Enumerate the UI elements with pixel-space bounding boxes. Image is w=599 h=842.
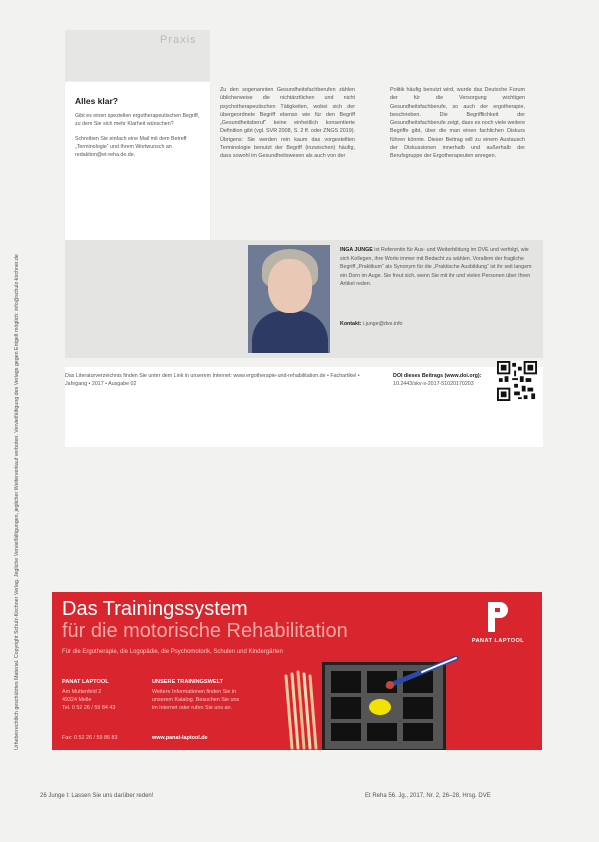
doi-label: DOI dieses Beitrags (www.doi.org):: [393, 373, 482, 379]
article-column-1: Zu den sogenannten Gesundheitsfachberufen zählen üblicherweise die nichtärztlichen und nicht psychotherapeutischen Tätigkeiten, wobei sich der übergeordnete Begriff ebenso wie für den Begriff „Gesundheitsberuf“ keine einheitlich konsentierte Definition gibt (vgl. SVR 2008, S. 2 ff. oder ZNGS 2019). Übrigens: Sie werden rein kaum das vorgestellten Terminologie benutzt der Begriff (inzwischen) häufig, dass sowohl im Gesundheitswesen als auch von der: [220, 87, 355, 160]
ad-col1-contact: Fax: 0 52 26 / 59 86 83: [62, 735, 118, 741]
ad-col2-heading: UNSERE TRAININGSWELT: [152, 679, 224, 685]
info-box-paragraph: Gibt es einen speziellen ergotherapeutischen Begriff, zu dem Sie sich mehr Klarheit wünschen?: [75, 113, 200, 127]
info-box: [65, 82, 210, 242]
doi-link[interactable]: 10.2443/skv-s-2017-51020170203: [393, 381, 474, 387]
advertisement[interactable]: [52, 592, 542, 750]
info-box-paragraph: Schreiben Sie einfach eine Mail mit dem Betreff „Terminologie“ und Ihrem Wortwunsch an redaktion@et-reha.de.de.: [75, 136, 187, 158]
ad-col2-text: Weitere Informationen finden Sie in unserem Katalog. Besuchen Sie uns im Internet oder rufen Sie uns an.: [152, 689, 240, 711]
author-bio-text: ist Referentin für Aus- und Weiterbildung im DVE und verfolgt, wie sich Kollegen, ihre Worte immer mit Bedacht zu wählen. Vorallem der fragliche Begriff „Praktikum“ als Synonym für die „Praktische Ausbildung“ ist ihr seit langem ein Dorn im Auge. Sie freut sich, wenn Sie mit ihr und vielen Personen über Ihren Artikel reden.: [340, 247, 532, 287]
brand-name: PANAT LAPTOOL: [471, 638, 525, 644]
literature-note: Das Literaturverzeichnis finden Sie unter dem Link in unserem Internet: www.ergotherapie-und-rehabilitation.de • Fachartikel • Jahrgang • 2017 • Ausgabe 02: [65, 373, 360, 387]
contact-label: Kontakt:: [340, 321, 362, 327]
copyright-note: Urheberrechtlich geschütztes Material. Copyright Schulz-Kirchner Verlag. Jegliche Vervielfältigungen, jeglicher Weiterverkauf verboten. Vervielfältigung des Verlags gegen Entgelt möglich: info@schulz-kirchner.de: [14, 254, 20, 750]
footer-right: Et Reha 56. Jg., 2017, Nr. 2, 26–28, Hrsg. DVE: [365, 793, 491, 799]
section-title: Praxis: [160, 34, 197, 46]
ad-tagline: Für die Ergotherapie, die Logopädie, die Psychomotorik, Schulen und Kindergärten: [62, 649, 283, 655]
info-box-title: Alles klar?: [75, 96, 118, 106]
author-photo: [248, 245, 330, 353]
article-column-2: Politik häufig benutzt wird, wurde das Deutsche Forum der für die Versorgung wichtigen Gesundheitsfachberufe, so auch der ergotherapie, beschrieben. Die Begrifflichkeit der Gesundheitsfachberufe zeigt, dass es noch viele weitere Begriffe gibt, über die man einen fachlichen Diskurs führen könnte. Dieser Beitrag will zu einem Austausch der Diskussionen innerhalb und außerhalb der Berufsgruppe der Ergotherapeuten anregen.: [390, 87, 525, 160]
stylus-icon: [382, 652, 462, 692]
author-name: INGA JUNGE: [340, 247, 373, 253]
pens-image-icon: [282, 670, 322, 750]
doi-block: [393, 372, 493, 388]
ad-website-link[interactable]: www.panat-laptool.de: [152, 735, 208, 741]
brand-logo: [465, 600, 531, 660]
ad-col1-text: Am Muttenfeld 2 49324 Melle Tel. 0 52 26 / 59 84 43: [62, 689, 116, 711]
ad-subtitle: für die motorische Rehabilitation: [62, 620, 348, 642]
qr-code-icon[interactable]: [497, 361, 537, 401]
ad-col1-heading: PANAT LAPTOOL: [62, 679, 109, 685]
panat-logo-icon: [485, 600, 511, 634]
copyright-sidebar: [2, 60, 20, 760]
author-contact: [340, 321, 403, 327]
author-bio: [340, 246, 535, 289]
ad-title: Das Trainingssystem: [62, 598, 248, 620]
contact-email-link[interactable]: i.junge@dve.info: [362, 321, 403, 327]
footer-left: 26 Junge I: Lassen Sie uns darüber reden!: [40, 793, 154, 799]
